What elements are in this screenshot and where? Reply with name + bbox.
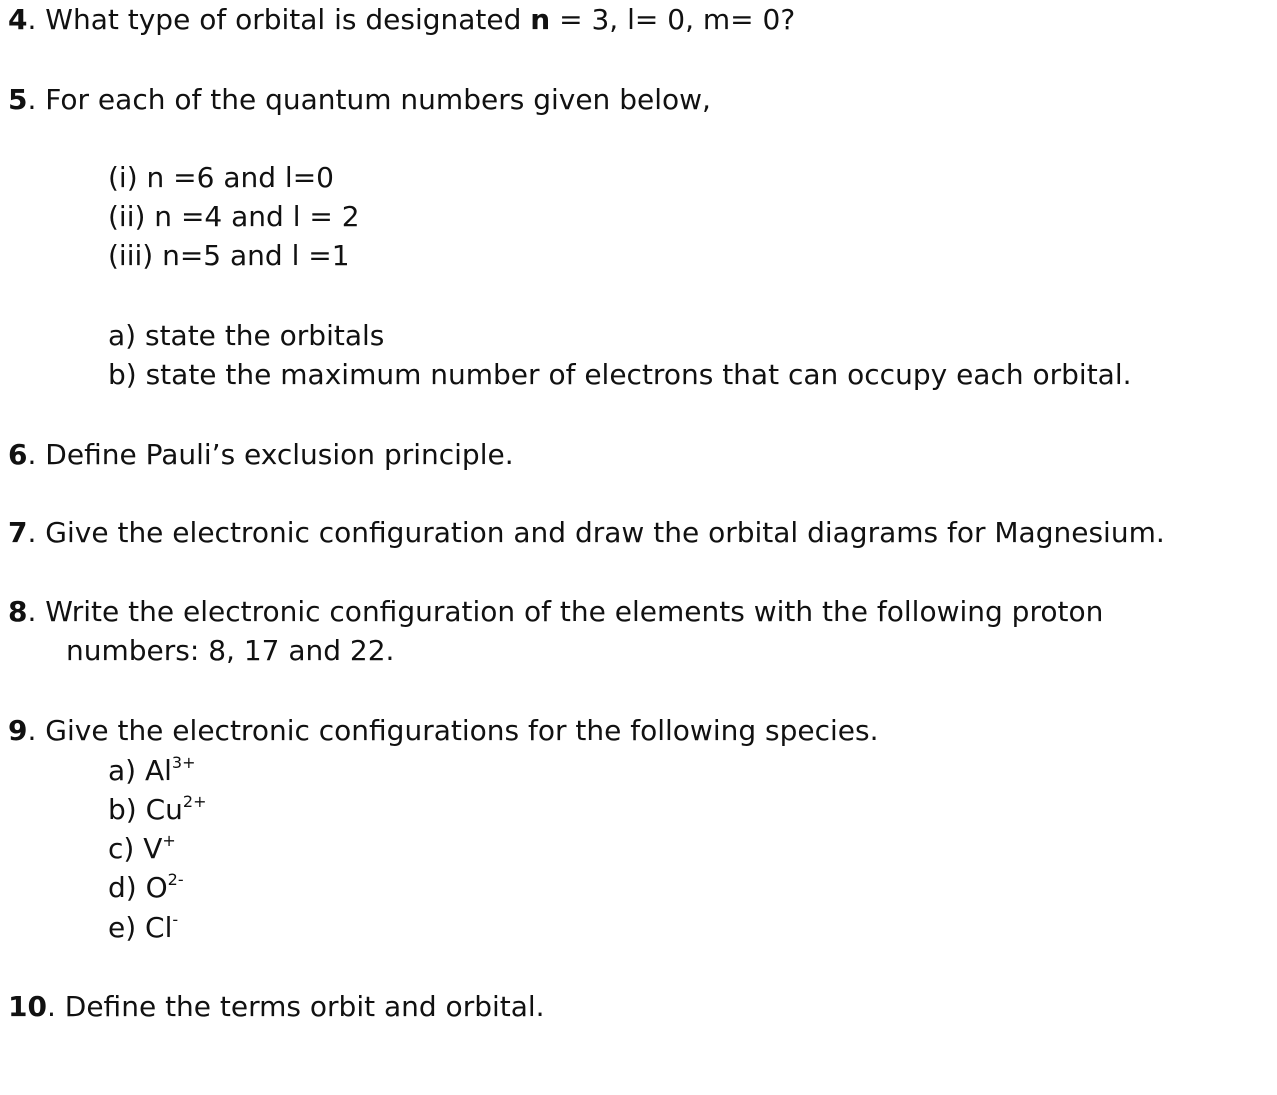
question-number: 4 <box>8 3 28 36</box>
question-9: 9. Give the electronic configurations for the following species. <box>8 714 879 747</box>
list-item: d) $O^{2-}$ <box>108 870 184 904</box>
question-7: 7. Give the electronic configuration and draw the orbital diagrams for Magnesium. <box>8 516 1165 549</box>
list-item: b) $Cu^{2+}$ <box>108 792 207 826</box>
question-10: 10. Define the terms orbit and orbital. <box>8 990 545 1023</box>
question-number: 6 <box>8 438 28 471</box>
list-item: a) state the orbitals <box>108 319 385 352</box>
question-8-continued: numbers: 8, 17 and 22. <box>66 634 395 667</box>
list-item: (iii) n=5 and l =1 <box>108 239 350 272</box>
question-number: 5 <box>8 83 28 116</box>
question-6: 6. Define Pauli’s exclusion principle. <box>8 438 514 471</box>
list-item: (i) n =6 and l=0 <box>108 161 334 194</box>
question-4: 4. What type of orbital is designated n = 3, l= 0, m= 0? <box>8 3 796 36</box>
list-item: (ii) n =4 and l = 2 <box>108 200 360 233</box>
list-item: a) $Al^{3+}$ <box>108 753 196 787</box>
question-5: 5. For each of the quantum numbers given below, <box>8 83 711 116</box>
question-8: 8. Write the electronic configuration of the elements with the following proton <box>8 595 1104 628</box>
list-item: b) state the maximum number of electrons that can occupy each orbital. <box>108 358 1132 391</box>
question-number: 8 <box>8 595 28 628</box>
question-number: 7 <box>8 516 28 549</box>
question-number: 10 <box>8 990 47 1023</box>
question-number: 9 <box>8 714 28 747</box>
list-item: c) V+ <box>108 831 176 865</box>
list-item: e) Cl- <box>108 910 179 944</box>
